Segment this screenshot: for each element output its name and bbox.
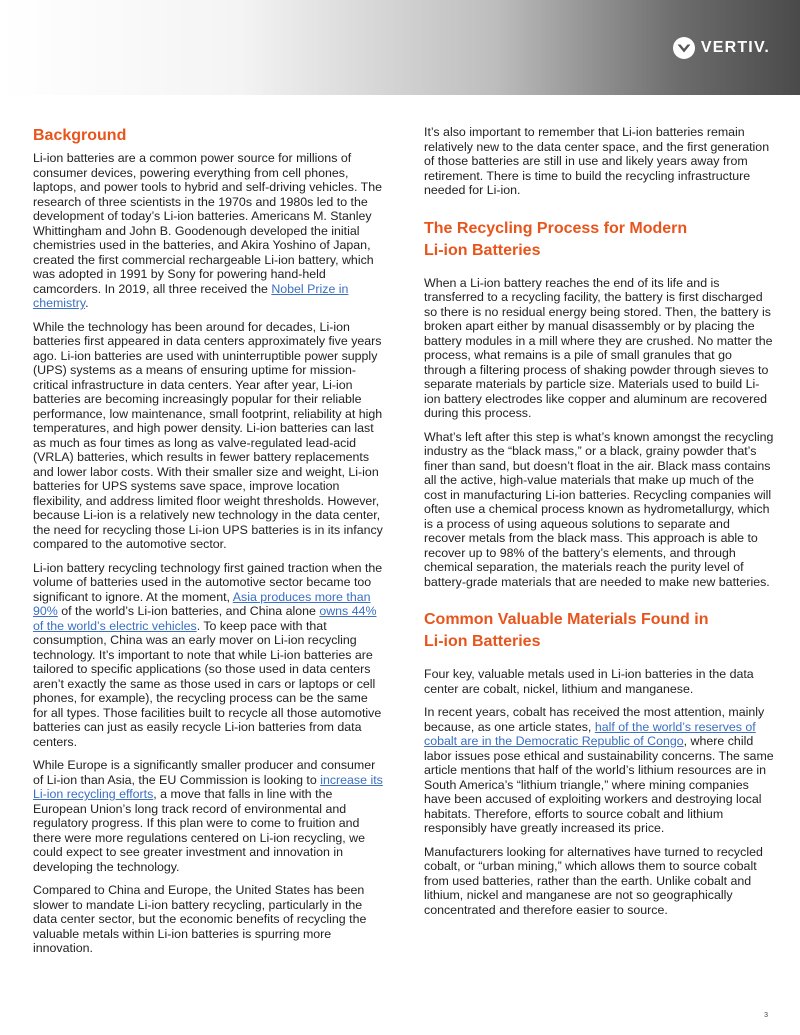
logo-text: VERTIV. [700,39,770,56]
china-ev-link[interactable]: owns 44% of the world’s electric vehicles [33,604,377,633]
recycling-paragraph-1: When a Li-ion battery reaches the end of its life and is transferred to a recycling facility, the battery is first discharged so there is no residual energy being stored. Then, the battery is broken apart either by manual disassembly or by placing the battery modules in a mill where they are crushed. No matter the process, what remains is a pile of small granules that go through a filtering process of shaking powder through sieves to separate materials by particle size. Materials used to build Li-ion battery electrodes like copper and aluminum are recovered during this process. [424,275,773,420]
background-paragraph-5: Compared to China and Europe, the United States has been slower to mandate Li-ion battery recycling, particularly in the data center sector, but the economic benefits of recycling the valuable metals within Li-ion batteries is spurring more innovation. [33,883,367,955]
text-run: . To keep pace with that consumption, China was an early mover on Li-ion recycling technology. It’s important to note that while Li-ion batteries are tailored to specific applications (so those used in data centers aren’t exactly the same as those used in cars or laptops or cell phones, for example), the recycling process can be the same for all types. Those facilities built to recycle all those automotive batteries can just as easily recycle Li-ion batteries from data centers. [33,618,382,749]
text-run: While Europe is a significantly smaller producer and consumer of Li-ion than Asia, the EU Commission is looking to [33,758,376,787]
materials-paragraph-3: Manufacturers looking for alternatives have turned to recycled cobalt, or “urban mining,” which allows them to source cobalt from used batteries, rather than the earth. Unlike cobalt and lithium, nickel and manganese are not so geographically concentrated and therefore easier to source. [424,844,763,917]
text-run: , a move that falls in line with the European Union’s long track record of environmental and regulatory progress. If this plan were to come to fruition and there were more regulations centered on Li-ion recycling, we could expect to see greater investment and innovation in developing the technology. [33,787,365,874]
nobel-prize-link[interactable]: Nobel Prize in chemistry [33,281,349,310]
text-run: Li-ion battery recycling technology first gained traction when the volume of batteries used in the automotive sector became too significant to ignore. At the moment, [33,560,383,604]
text-run: . [85,296,89,310]
right-column [424,125,774,926]
vertiv-chevron-icon [673,37,695,59]
recycling-heading [424,218,774,262]
heading-line: The Recycling Process for Modern [424,219,688,237]
background-paragraph-4 [33,758,383,874]
heading-line: Li-ion Batteries [424,633,541,650]
page-header [0,0,800,95]
text-run: In recent years, cobalt has received the most attention, mainly because, as one article states, [424,705,765,734]
background-paragraph-1 [33,151,383,311]
materials-paragraph-1: Four key, valuable metals used in Li-ion batteries in the data center are cobalt, nickel, lithium and manganese. [424,667,754,696]
materials-heading [424,609,774,653]
left-column [33,125,383,965]
intro-paragraph: It’s also important to remember that Li-ion batteries remain relatively new to the data center space, and the first generation of those batteries are still in use and likely years away from retirement. There is time to build the recycling infrastructure needed for Li-ion. [424,125,770,197]
cobalt-reserves-link[interactable]: half of the world’s reserves of cobalt are in the Democratic Republic of Congo [424,719,756,748]
asia-production-link[interactable]: Asia produces more than 90% [33,589,371,618]
text-run: , where child labor issues pose ethical and sustainability concerns. The same article mentions that half of the world’s lithium resources are in South America’s “lithium triangle,” where mining companies have been accused of exploiting workers and destroying local habitats. Therefore, efforts to source cobalt and lithium responsibly have greatly increased its price. [424,734,774,835]
page-number: 3 [764,1012,768,1019]
materials-paragraph-2 [424,705,774,836]
background-heading: Background [33,127,127,144]
background-paragraph-3 [33,561,383,750]
text-run: of the world’s Li-ion batteries, and China alone [57,604,320,618]
background-paragraph-2: While the technology has been around for decades, Li-ion batteries first appeared in data centers approximately five years ago. Li-ion batteries are used with uninterruptible power supply (UPS) systems as a means of ensuring uptime for mission-critical infrastructure in data centers. Year after year, Li-ion batteries are becoming increasingly popular for their reliable performance, low maintenance, small footprint, reliability at high temperatures, and high power density. Li-ion batteries can last as much as four times as long as valve-regulated lead-acid (VRLA) batteries, which results in fewer battery replacements and lower labor costs. With their smaller size and weight, Li-ion batteries for UPS systems save space, improve location flexibility, and address limited floor weight thresholds. However, because Li-ion is a relatively new technology in the data center, the need for recycling those Li-ion UPS batteries is in its infancy compared to the automotive sector. [33,319,383,551]
vertiv-logo [673,37,770,59]
heading-line: Common Valuable Materials Found in [424,611,709,628]
recycling-paragraph-2: What’s left after this step is what’s known amongst the recycling industry as the “black mass,” or a black, grainy powder that’s finer than sand, but doesn’t float in the air. Black mass contains all the active, high-value materials that make up much of the cost in manufacturing Li-ion batteries. Recycling companies will often use a chemical process known as hydrometallurgy, which is a process of using aqueous solutions to separate and recover metals from the black mass. This approach is able to recover up to 98% of the battery’s elements, and through chemical separation, the materials reach the purity level of battery-grade materials that are needed to make new batteries. [424,429,774,589]
heading-line: Li-ion Batteries [424,241,541,259]
eu-recycling-link[interactable]: increase its Li-ion recycling efforts [33,772,383,801]
text-run: Li-ion batteries are a common power source for millions of consumer devices, powering everything from cell phones, laptops, and power tools to hybrid and self-driving vehicles. The research of three scientists in the 1970s and 1980s led to the development of today’s Li-ion batteries. Americans M. Stanley Whittingham and John B. Goodenough developed the initial chemistries used in the batteries, and Akira Yoshino of Japan, created the first commercial rechargeable Li-ion battery, which was adopted in 1991 by Sony for powering hand-held camcorders. In 2019, all three received the [33,151,382,296]
